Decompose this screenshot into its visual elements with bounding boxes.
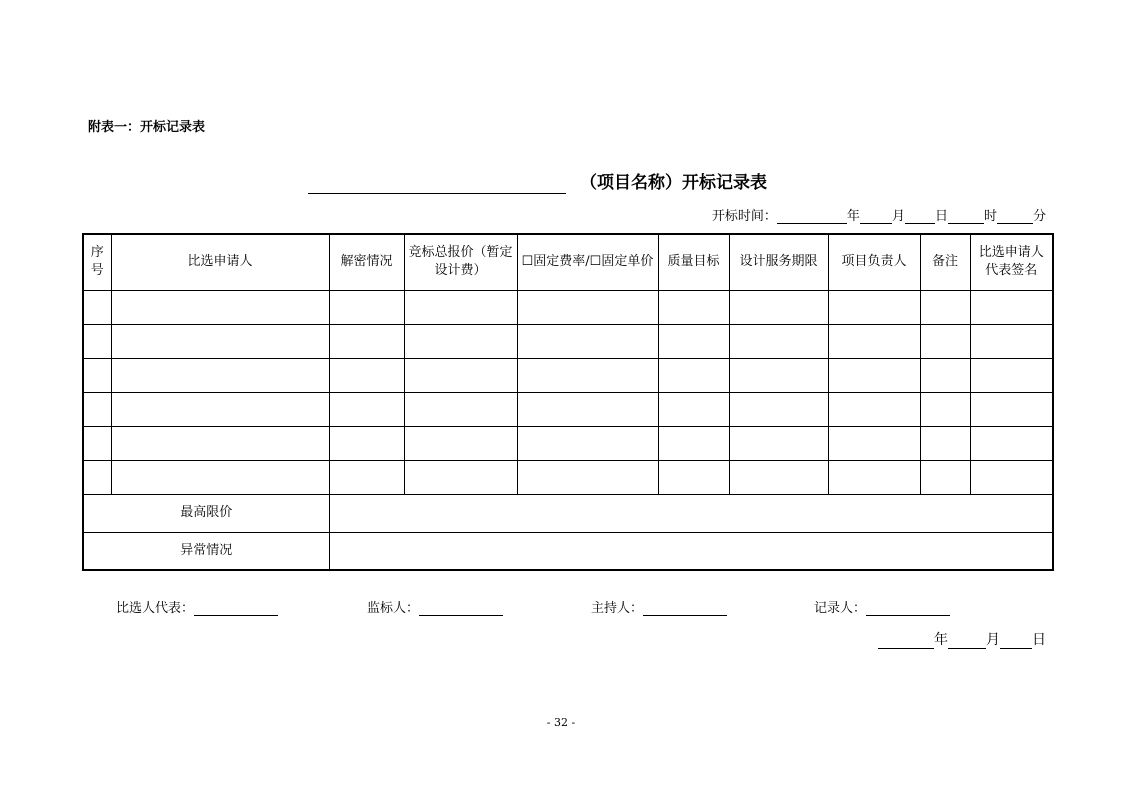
- supervisor-blank[interactable]: [419, 601, 503, 616]
- header-decryption: 解密情况: [329, 234, 404, 290]
- hour-blank[interactable]: [948, 209, 984, 224]
- year-unit: 年: [846, 209, 860, 224]
- selector-rep-label: 比选人代表：: [116, 601, 195, 616]
- table-row[interactable]: [83, 290, 1053, 324]
- table-cell[interactable]: [729, 426, 828, 460]
- annex-title: 附表一：开标记录表: [88, 120, 206, 135]
- table-row[interactable]: [83, 392, 1053, 426]
- table-cell[interactable]: [828, 392, 920, 426]
- table-cell[interactable]: [111, 392, 329, 426]
- table-row[interactable]: [83, 426, 1053, 460]
- table-cell[interactable]: [111, 426, 329, 460]
- day-blank[interactable]: [905, 209, 935, 224]
- header-row: [83, 234, 1053, 290]
- header-index: 序号: [83, 234, 111, 290]
- day-unit: 日: [934, 209, 948, 224]
- table-cell[interactable]: [920, 358, 970, 392]
- table-cell[interactable]: [404, 426, 517, 460]
- table-cell[interactable]: [970, 426, 1053, 460]
- table-cell[interactable]: [828, 460, 920, 494]
- recorder-blank[interactable]: [866, 601, 950, 616]
- table-cell[interactable]: [517, 426, 658, 460]
- table-row[interactable]: [83, 324, 1053, 358]
- table-cell[interactable]: [828, 324, 920, 358]
- table-cell[interactable]: [658, 460, 729, 494]
- table-cell[interactable]: [83, 358, 111, 392]
- month-blank[interactable]: [860, 209, 892, 224]
- table-cell[interactable]: [517, 290, 658, 324]
- table-cell[interactable]: [970, 358, 1053, 392]
- date-day-unit: 日: [1032, 632, 1046, 648]
- header-remarks: 备注: [920, 234, 970, 290]
- table-cell[interactable]: [828, 358, 920, 392]
- table-cell[interactable]: [970, 460, 1053, 494]
- table-cell[interactable]: [111, 324, 329, 358]
- table-cell[interactable]: [920, 324, 970, 358]
- ceiling-price-row: [83, 494, 1053, 532]
- opening-time: [712, 205, 1046, 224]
- table-cell[interactable]: [658, 426, 729, 460]
- table-cell[interactable]: [111, 358, 329, 392]
- host-label: 主持人：: [591, 601, 644, 616]
- table-title: （项目名称）开标记录表: [580, 173, 767, 193]
- page-number: - 32 -: [546, 716, 576, 729]
- table-cell[interactable]: [404, 392, 517, 426]
- ceiling-price-value[interactable]: [329, 494, 1053, 532]
- table-cell[interactable]: [920, 290, 970, 324]
- header-total-bid: 竞标总报价（暂定设计费）: [404, 234, 517, 290]
- table-cell[interactable]: [970, 392, 1053, 426]
- supervisor-label: 监标人：: [367, 601, 420, 616]
- date-month-blank[interactable]: [948, 633, 986, 649]
- header-rep-signature: 比选申请人代表签名: [970, 234, 1053, 290]
- table-cell[interactable]: [828, 426, 920, 460]
- table-cell[interactable]: [729, 324, 828, 358]
- host-blank[interactable]: [643, 601, 727, 616]
- table-cell[interactable]: [729, 290, 828, 324]
- table-cell[interactable]: [329, 358, 404, 392]
- table-cell[interactable]: [729, 392, 828, 426]
- supervisor-signature: [367, 597, 503, 616]
- host-signature: [591, 597, 727, 616]
- header-rate-price: ☐固定费率/☐固定单价: [517, 234, 658, 290]
- table-cell[interactable]: [404, 324, 517, 358]
- ceiling-price-label: 最高限价: [83, 494, 329, 532]
- table-row[interactable]: [83, 358, 1053, 392]
- table-cell[interactable]: [920, 426, 970, 460]
- table-row[interactable]: [83, 460, 1053, 494]
- table-cell[interactable]: [404, 460, 517, 494]
- table-cell[interactable]: [517, 324, 658, 358]
- header-quality-target: 质量目标: [658, 234, 729, 290]
- table-cell[interactable]: [83, 324, 111, 358]
- table-cell[interactable]: [729, 358, 828, 392]
- table-cell[interactable]: [329, 460, 404, 494]
- header-project-leader: 项目负责人: [828, 234, 920, 290]
- table-cell[interactable]: [729, 460, 828, 494]
- minute-blank[interactable]: [997, 209, 1033, 224]
- opening-time-label: 开标时间：: [711, 209, 777, 224]
- table-cell[interactable]: [111, 290, 329, 324]
- date-month-unit: 月: [986, 632, 1000, 648]
- project-name-blank[interactable]: [308, 175, 566, 194]
- anomaly-value[interactable]: [329, 532, 1053, 570]
- date-year-unit: 年: [934, 632, 948, 648]
- table-cell[interactable]: [517, 358, 658, 392]
- anomaly-label: 异常情况: [83, 532, 329, 570]
- table-cell[interactable]: [658, 324, 729, 358]
- table-cell[interactable]: [404, 358, 517, 392]
- table-cell[interactable]: [658, 358, 729, 392]
- table-cell[interactable]: [920, 460, 970, 494]
- table-cell[interactable]: [83, 460, 111, 494]
- table-cell[interactable]: [83, 392, 111, 426]
- table-cell[interactable]: [517, 460, 658, 494]
- recorder-label: 记录人：: [814, 601, 867, 616]
- header-service-period: 设计服务期限: [729, 234, 828, 290]
- table-cell[interactable]: [83, 426, 111, 460]
- selector-rep-signature: [116, 597, 278, 616]
- anomaly-row: [83, 532, 1053, 570]
- selector-rep-blank[interactable]: [194, 601, 278, 616]
- table-cell[interactable]: [329, 392, 404, 426]
- minute-unit: 分: [1032, 209, 1046, 224]
- table-cell[interactable]: [517, 392, 658, 426]
- hour-unit: 时: [983, 209, 997, 224]
- table-title-line: [308, 170, 767, 194]
- year-blank[interactable]: [777, 209, 847, 224]
- table-cell[interactable]: [658, 290, 729, 324]
- table-cell[interactable]: [658, 392, 729, 426]
- table-cell[interactable]: [329, 324, 404, 358]
- table-cell[interactable]: [920, 392, 970, 426]
- table-cell[interactable]: [970, 290, 1053, 324]
- table-cell[interactable]: [828, 290, 920, 324]
- header-applicant: 比选申请人: [111, 234, 329, 290]
- date-year-blank[interactable]: [878, 633, 934, 649]
- date-day-blank[interactable]: [1000, 633, 1032, 649]
- table-cell[interactable]: [329, 426, 404, 460]
- bid-opening-record-table: [82, 233, 1054, 571]
- date-line: [878, 629, 1046, 649]
- table-cell[interactable]: [111, 460, 329, 494]
- table-cell[interactable]: [970, 324, 1053, 358]
- table-cell[interactable]: [329, 290, 404, 324]
- month-unit: 月: [891, 209, 905, 224]
- table-cell[interactable]: [404, 290, 517, 324]
- recorder-signature: [814, 597, 950, 616]
- table-cell[interactable]: [83, 290, 111, 324]
